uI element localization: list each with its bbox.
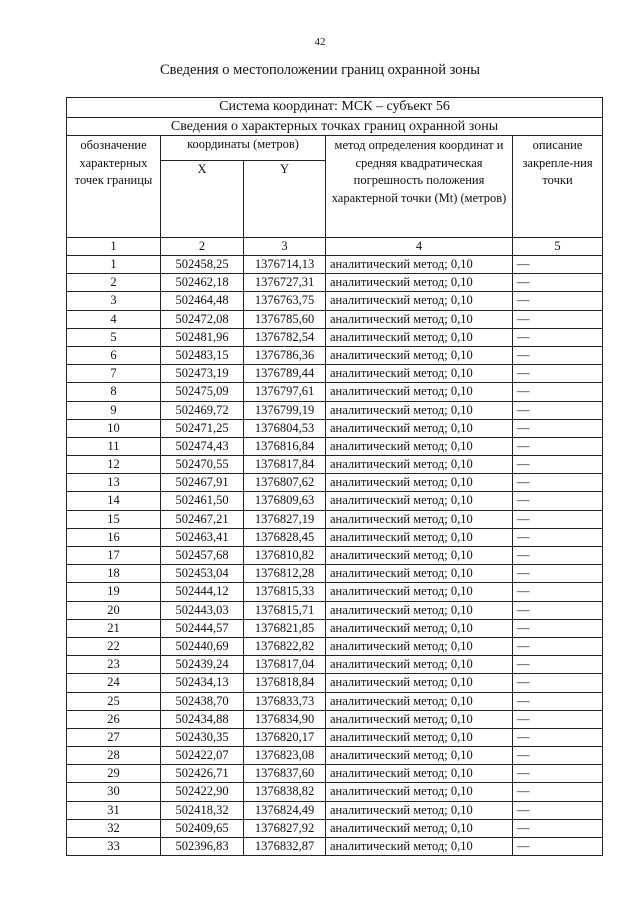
coord-y: 1376834,90 xyxy=(244,710,326,728)
coord-x: 502426,71 xyxy=(161,765,244,783)
method-cell: аналитический метод; 0,10 xyxy=(326,292,513,310)
col-header-coordinates: координаты (метров) xyxy=(161,136,326,161)
method-cell: аналитический метод; 0,10 xyxy=(326,528,513,546)
column-number: 1 xyxy=(67,238,161,256)
method-cell: аналитический метод; 0,10 xyxy=(326,510,513,528)
table-row xyxy=(67,274,603,292)
description-cell: — xyxy=(513,328,603,346)
coord-x: 502470,55 xyxy=(161,456,244,474)
point-number: 3 xyxy=(67,292,161,310)
description-cell: — xyxy=(513,819,603,837)
coord-x: 502422,90 xyxy=(161,783,244,801)
point-number: 1 xyxy=(67,256,161,274)
description-cell: — xyxy=(513,274,603,292)
point-number: 14 xyxy=(67,492,161,510)
col-header-description: описание закрепле-ния точки xyxy=(513,136,603,238)
point-number: 32 xyxy=(67,819,161,837)
coord-x: 502430,35 xyxy=(161,728,244,746)
page-number: 42 xyxy=(314,36,326,48)
point-number: 33 xyxy=(67,838,161,856)
method-cell: аналитический метод; 0,10 xyxy=(326,492,513,510)
col-header-method: метод определения координат и средняя квадратическая погрешность положения характерной точки (Mt) (метров) xyxy=(326,136,513,238)
point-number: 19 xyxy=(67,583,161,601)
coord-y: 1376799,19 xyxy=(244,401,326,419)
method-cell: аналитический метод; 0,10 xyxy=(326,437,513,455)
method-cell: аналитический метод; 0,10 xyxy=(326,637,513,655)
table-row xyxy=(67,383,603,401)
description-cell: — xyxy=(513,256,603,274)
col-header-point-label: обозначение характерных точек границы xyxy=(67,136,161,238)
point-number: 6 xyxy=(67,346,161,364)
table-row xyxy=(67,765,603,783)
coordinate-system-header: Система координат: МСК – субъект 56 xyxy=(67,98,603,118)
coord-y: 1376807,62 xyxy=(244,474,326,492)
coord-y: 1376817,04 xyxy=(244,656,326,674)
table-row xyxy=(67,456,603,474)
coord-x: 502440,69 xyxy=(161,637,244,655)
col-header-x: X xyxy=(161,161,244,238)
coord-x: 502483,15 xyxy=(161,346,244,364)
description-cell: — xyxy=(513,292,603,310)
method-cell: аналитический метод; 0,10 xyxy=(326,401,513,419)
coord-y: 1376824,49 xyxy=(244,801,326,819)
method-cell: аналитический метод; 0,10 xyxy=(326,747,513,765)
coord-x: 502434,88 xyxy=(161,710,244,728)
coord-y: 1376827,92 xyxy=(244,819,326,837)
method-cell: аналитический метод; 0,10 xyxy=(326,456,513,474)
point-number: 31 xyxy=(67,801,161,819)
method-cell: аналитический метод; 0,10 xyxy=(326,838,513,856)
point-number: 18 xyxy=(67,565,161,583)
coord-x: 502396,83 xyxy=(161,838,244,856)
table-row xyxy=(67,637,603,655)
table-row xyxy=(67,674,603,692)
description-cell: — xyxy=(513,601,603,619)
method-cell: аналитический метод; 0,10 xyxy=(326,328,513,346)
method-cell: аналитический метод; 0,10 xyxy=(326,346,513,364)
description-cell: — xyxy=(513,474,603,492)
table-row xyxy=(67,728,603,746)
method-cell: аналитический метод; 0,10 xyxy=(326,365,513,383)
table-row xyxy=(67,256,603,274)
table-row xyxy=(67,346,603,364)
method-cell: аналитический метод; 0,10 xyxy=(326,474,513,492)
description-cell: — xyxy=(513,510,603,528)
table-row xyxy=(67,474,603,492)
column-number: 4 xyxy=(326,238,513,256)
description-cell: — xyxy=(513,565,603,583)
description-cell: — xyxy=(513,437,603,455)
coord-y: 1376818,84 xyxy=(244,674,326,692)
coord-y: 1376714,13 xyxy=(244,256,326,274)
coord-y: 1376786,36 xyxy=(244,346,326,364)
point-number: 29 xyxy=(67,765,161,783)
description-cell: — xyxy=(513,419,603,437)
table-row xyxy=(67,819,603,837)
description-cell: — xyxy=(513,710,603,728)
description-cell: — xyxy=(513,583,603,601)
method-cell: аналитический метод; 0,10 xyxy=(326,547,513,565)
point-number: 4 xyxy=(67,310,161,328)
point-number: 20 xyxy=(67,601,161,619)
coord-x: 502409,65 xyxy=(161,819,244,837)
description-cell: — xyxy=(513,528,603,546)
coord-y: 1376812,28 xyxy=(244,565,326,583)
point-number: 10 xyxy=(67,419,161,437)
coord-x: 502467,21 xyxy=(161,510,244,528)
description-cell: — xyxy=(513,692,603,710)
point-number: 25 xyxy=(67,692,161,710)
point-number: 13 xyxy=(67,474,161,492)
description-cell: — xyxy=(513,365,603,383)
method-cell: аналитический метод; 0,10 xyxy=(326,656,513,674)
coord-y: 1376727,31 xyxy=(244,274,326,292)
coord-y: 1376809,63 xyxy=(244,492,326,510)
coord-x: 502474,43 xyxy=(161,437,244,455)
coord-x: 502434,13 xyxy=(161,674,244,692)
table-row xyxy=(67,492,603,510)
description-cell: — xyxy=(513,765,603,783)
method-cell: аналитический метод; 0,10 xyxy=(326,819,513,837)
description-cell: — xyxy=(513,783,603,801)
table-row xyxy=(67,401,603,419)
description-cell: — xyxy=(513,456,603,474)
table-row xyxy=(67,692,603,710)
coord-x: 502472,08 xyxy=(161,310,244,328)
table-body xyxy=(67,256,603,856)
method-cell: аналитический метод; 0,10 xyxy=(326,765,513,783)
point-number: 30 xyxy=(67,783,161,801)
coord-x: 502443,03 xyxy=(161,601,244,619)
document-title: Сведения о местоположении границ охранной зоны xyxy=(159,62,480,78)
description-cell: — xyxy=(513,656,603,674)
table-row xyxy=(67,783,603,801)
description-cell: — xyxy=(513,637,603,655)
point-number: 17 xyxy=(67,547,161,565)
table-row xyxy=(67,547,603,565)
coord-y: 1376820,17 xyxy=(244,728,326,746)
coord-x: 502457,68 xyxy=(161,547,244,565)
coord-x: 502471,25 xyxy=(161,419,244,437)
table-row xyxy=(67,365,603,383)
method-cell: аналитический метод; 0,10 xyxy=(326,783,513,801)
coord-x: 502463,41 xyxy=(161,528,244,546)
description-cell: — xyxy=(513,728,603,746)
point-number: 22 xyxy=(67,637,161,655)
description-cell: — xyxy=(513,383,603,401)
coord-x: 502458,25 xyxy=(161,256,244,274)
points-info-header: Сведения о характерных точках границ охранной зоны xyxy=(67,118,603,136)
method-cell: аналитический метод; 0,10 xyxy=(326,274,513,292)
description-cell: — xyxy=(513,346,603,364)
description-cell: — xyxy=(513,547,603,565)
table-row xyxy=(67,801,603,819)
table-row xyxy=(67,292,603,310)
point-number: 2 xyxy=(67,274,161,292)
description-cell: — xyxy=(513,838,603,856)
coord-x: 502467,91 xyxy=(161,474,244,492)
coord-x: 502438,70 xyxy=(161,692,244,710)
column-number: 3 xyxy=(244,238,326,256)
method-cell: аналитический метод; 0,10 xyxy=(326,419,513,437)
method-cell: аналитический метод; 0,10 xyxy=(326,692,513,710)
method-cell: аналитический метод; 0,10 xyxy=(326,710,513,728)
point-number: 28 xyxy=(67,747,161,765)
column-number: 2 xyxy=(161,238,244,256)
coord-y: 1376815,33 xyxy=(244,583,326,601)
coord-x: 502444,12 xyxy=(161,583,244,601)
description-cell: — xyxy=(513,619,603,637)
coord-y: 1376821,85 xyxy=(244,619,326,637)
column-number: 5 xyxy=(513,238,603,256)
coord-y: 1376782,54 xyxy=(244,328,326,346)
coord-x: 502469,72 xyxy=(161,401,244,419)
coord-y: 1376838,82 xyxy=(244,783,326,801)
coord-y: 1376810,82 xyxy=(244,547,326,565)
method-cell: аналитический метод; 0,10 xyxy=(326,674,513,692)
table-row xyxy=(67,510,603,528)
point-number: 16 xyxy=(67,528,161,546)
table-row xyxy=(67,565,603,583)
coord-y: 1376817,84 xyxy=(244,456,326,474)
coord-y: 1376797,61 xyxy=(244,383,326,401)
coord-x: 502481,96 xyxy=(161,328,244,346)
coord-y: 1376763,75 xyxy=(244,292,326,310)
coord-y: 1376828,45 xyxy=(244,528,326,546)
coord-x: 502462,18 xyxy=(161,274,244,292)
coord-y: 1376833,73 xyxy=(244,692,326,710)
coord-y: 1376832,87 xyxy=(244,838,326,856)
method-cell: аналитический метод; 0,10 xyxy=(326,310,513,328)
coord-y: 1376816,84 xyxy=(244,437,326,455)
point-number: 26 xyxy=(67,710,161,728)
point-number: 11 xyxy=(67,437,161,455)
table-row xyxy=(67,437,603,455)
description-cell: — xyxy=(513,401,603,419)
coord-y: 1376785,60 xyxy=(244,310,326,328)
coord-x: 502473,19 xyxy=(161,365,244,383)
table-row xyxy=(67,710,603,728)
column-number-row xyxy=(67,238,603,256)
method-cell: аналитический метод; 0,10 xyxy=(326,583,513,601)
point-number: 5 xyxy=(67,328,161,346)
description-cell: — xyxy=(513,747,603,765)
coord-y: 1376789,44 xyxy=(244,365,326,383)
table-row xyxy=(67,619,603,637)
coord-x: 502422,07 xyxy=(161,747,244,765)
boundary-points-table xyxy=(66,97,603,856)
point-number: 15 xyxy=(67,510,161,528)
coord-x: 502475,09 xyxy=(161,383,244,401)
method-cell: аналитический метод; 0,10 xyxy=(326,619,513,637)
table-row xyxy=(67,583,603,601)
table-row xyxy=(67,601,603,619)
table-row xyxy=(67,328,603,346)
description-cell: — xyxy=(513,801,603,819)
coord-x: 502464,48 xyxy=(161,292,244,310)
description-cell: — xyxy=(513,310,603,328)
description-cell: — xyxy=(513,492,603,510)
coord-x: 502439,24 xyxy=(161,656,244,674)
table-row xyxy=(67,838,603,856)
coord-y: 1376837,60 xyxy=(244,765,326,783)
table-row xyxy=(67,528,603,546)
coord-y: 1376815,71 xyxy=(244,601,326,619)
coord-y: 1376822,82 xyxy=(244,637,326,655)
table-row xyxy=(67,656,603,674)
method-cell: аналитический метод; 0,10 xyxy=(326,383,513,401)
coord-y: 1376827,19 xyxy=(244,510,326,528)
coord-x: 502453,04 xyxy=(161,565,244,583)
coord-x: 502418,32 xyxy=(161,801,244,819)
table-row xyxy=(67,747,603,765)
point-number: 24 xyxy=(67,674,161,692)
point-number: 9 xyxy=(67,401,161,419)
point-number: 23 xyxy=(67,656,161,674)
coord-x: 502461,50 xyxy=(161,492,244,510)
col-header-y: Y xyxy=(244,161,326,238)
point-number: 21 xyxy=(67,619,161,637)
method-cell: аналитический метод; 0,10 xyxy=(326,256,513,274)
method-cell: аналитический метод; 0,10 xyxy=(326,565,513,583)
table-row xyxy=(67,419,603,437)
coord-x: 502444,57 xyxy=(161,619,244,637)
point-number: 12 xyxy=(67,456,161,474)
point-number: 7 xyxy=(67,365,161,383)
point-number: 8 xyxy=(67,383,161,401)
point-number: 27 xyxy=(67,728,161,746)
coord-y: 1376804,53 xyxy=(244,419,326,437)
method-cell: аналитический метод; 0,10 xyxy=(326,801,513,819)
method-cell: аналитический метод; 0,10 xyxy=(326,728,513,746)
description-cell: — xyxy=(513,674,603,692)
coord-y: 1376823,08 xyxy=(244,747,326,765)
method-cell: аналитический метод; 0,10 xyxy=(326,601,513,619)
table-row xyxy=(67,310,603,328)
